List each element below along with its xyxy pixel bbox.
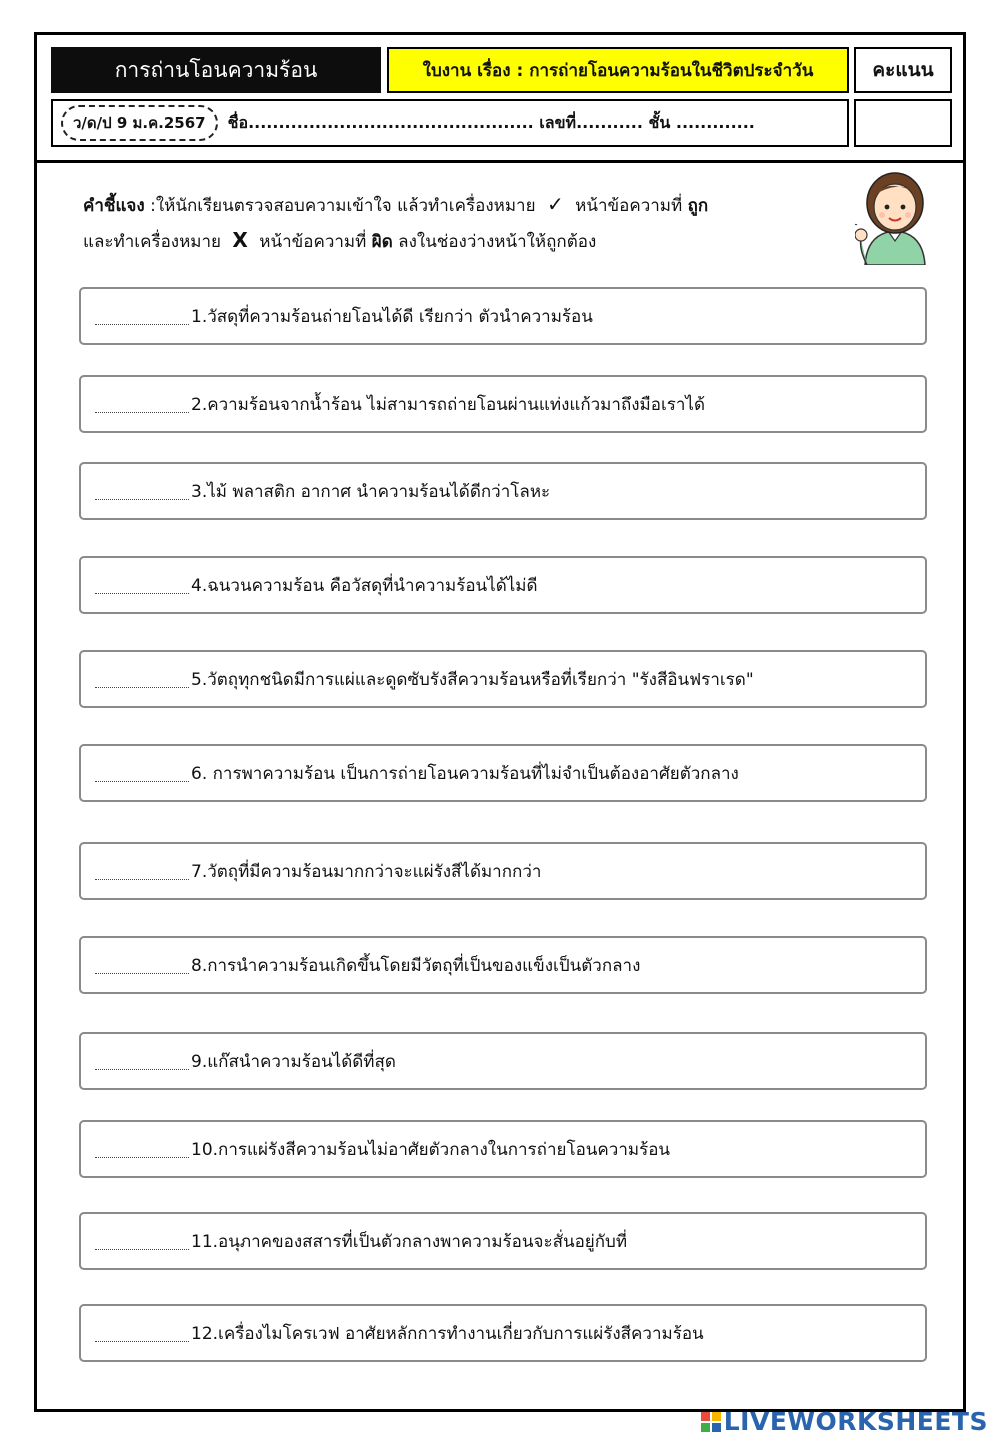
header-divider — [37, 160, 963, 163]
answer-slot[interactable] — [95, 1053, 189, 1070]
unit-title: การถ่านโอนความร้อน — [51, 47, 381, 93]
statement-item — [79, 556, 927, 614]
statement-item — [79, 1212, 927, 1270]
cross-mark-icon: X — [232, 228, 248, 252]
liveworksheets-logo — [701, 1407, 988, 1436]
answer-slot[interactable] — [95, 1141, 189, 1158]
answer-slot[interactable] — [95, 308, 189, 325]
date-badge: ว/ด/ป 9 ม.ค.2567 — [61, 105, 218, 141]
correct-word: ถูก — [687, 196, 709, 216]
statement-text: 12.เครื่องไมโครเวฟ อาศัยหลักการทำงานเกี่ยวกับการแผ่รังสีความร้อน — [191, 1323, 704, 1344]
student-info-line: ชื่อ............................................... เลขที่........... ชั้น ............. — [227, 112, 755, 132]
statement-item — [79, 287, 927, 345]
instructions-part5: ลงในช่องว่างหน้าให้ถูกต้อง — [398, 232, 597, 252]
statement-text: 11.อนุภาคของสสารที่เป็นตัวกลางพาความร้อนจะสั่นอยู่กับที่ — [191, 1231, 628, 1252]
answer-slot[interactable] — [95, 1325, 189, 1342]
student-info-row — [51, 99, 849, 147]
instructions — [83, 187, 843, 259]
liveworksheets-blocks-icon — [701, 1412, 721, 1432]
answer-slot[interactable] — [95, 577, 189, 594]
statement-item — [79, 1120, 927, 1178]
answer-slot[interactable] — [95, 765, 189, 782]
statement-text: 10.การแผ่รังสีความร้อนไม่อาศัยตัวกลางในการถ่ายโอนความร้อน — [191, 1139, 671, 1160]
statement-item — [79, 744, 927, 802]
watermark-text: LIVEWORKSHEETS — [723, 1407, 988, 1436]
instructions-part3: และทำเครื่องหมาย — [83, 232, 222, 252]
score-field[interactable] — [854, 99, 952, 147]
answer-slot[interactable] — [95, 483, 189, 500]
statement-text: 3.ไม้ พลาสติก อากาศ นำความร้อนได้ดีกว่าโลหะ — [191, 481, 551, 502]
statement-item — [79, 936, 927, 994]
statement-text: 1.วัสดุที่ความร้อนถ่ายโอนได้ดี เรียกว่า ตัวนำความร้อน — [191, 306, 593, 327]
instructions-part2: หน้าข้อความที่ — [575, 196, 683, 216]
instructions-part4: หน้าข้อความที่ — [259, 232, 367, 252]
worksheet-title: ใบงาน เรื่อง : การถ่ายโอนความร้อนในชีวิตประจำวัน — [387, 47, 849, 93]
statement-item — [79, 1032, 927, 1090]
statement-item — [79, 1304, 927, 1362]
answer-slot[interactable] — [95, 863, 189, 880]
statement-item — [79, 842, 927, 900]
statement-text: 8.การนำความร้อนเกิดขึ้นโดยมีวัตถุที่เป็นของแข็งเป็นตัวกลาง — [191, 955, 641, 976]
instructions-lead: คำชี้แจง — [83, 196, 145, 216]
worksheet — [34, 32, 966, 1412]
check-mark-icon: ✓ — [546, 192, 564, 216]
statement-item — [79, 650, 927, 708]
teacher-illustration-icon — [855, 169, 935, 265]
answer-slot[interactable] — [95, 396, 189, 413]
answer-slot[interactable] — [95, 957, 189, 974]
statement-text: 2.ความร้อนจากน้ำร้อน ไม่สามารถถ่ายโอนผ่านแท่งแก้วมาถึงมือเราได้ — [191, 394, 706, 415]
statement-text: 7.วัตถุที่มีความร้อนมากกว่าจะแผ่รังสีได้มากกว่า — [191, 861, 542, 882]
statement-item — [79, 375, 927, 433]
wrong-word: ผิด — [371, 232, 393, 252]
statement-text: 6. การพาความร้อน เป็นการถ่ายโอนความร้อนที่ไม่จำเป็นต้องอาศัยตัวกลาง — [191, 763, 739, 784]
statement-text: 4.ฉนวนความร้อน คือวัสดุที่นำความร้อนได้ไม่ดี — [191, 575, 538, 596]
statement-text: 9.แก๊สนำความร้อนได้ดีที่สุด — [191, 1051, 396, 1072]
statement-item — [79, 462, 927, 520]
answer-slot[interactable] — [95, 1233, 189, 1250]
answer-slot[interactable] — [95, 671, 189, 688]
instructions-part1: :ให้นักเรียนตรวจสอบความเข้าใจ แล้วทำเครื่องหมาย — [150, 196, 536, 216]
score-label: คะแนน — [854, 47, 952, 93]
statement-text: 5.วัตถุทุกชนิดมีการแผ่และดูดซับรังสีความร้อนหรือที่เรียกว่า "รังสีอินฟราเรด" — [191, 669, 754, 690]
